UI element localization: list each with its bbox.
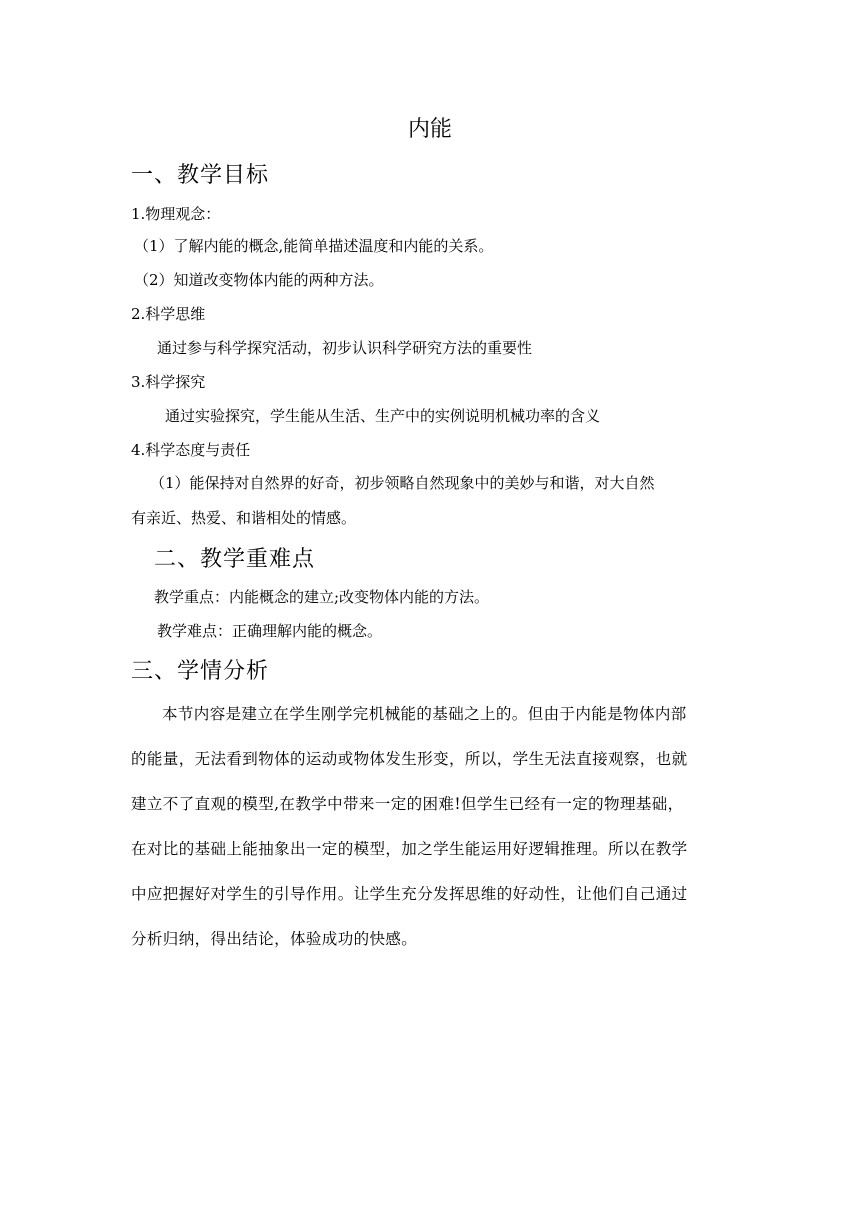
goal-1-b: （2）知道改变物体内能的两种方法。 [134,271,384,289]
goal-3-text: 通过实验探究，学生能从生活、生产中的实例说明机械功率的含义 [165,407,601,425]
document-title: 内能 [407,117,452,142]
goal-4-line-2: 有亲近、热爱、和谐相处的情感。 [131,509,357,527]
key-focus: 教学重点：内能概念的建立;改变物体内能的方法。 [154,588,490,606]
section-heading-goals: 一、教学目标 [131,163,270,188]
goal-3-label: 3.科学探究 [131,373,206,391]
analysis-line-2: 的能量，无法看到物体的运动或物体发生形变，所以，学生无法直接观察，也就 [131,750,688,768]
analysis-line-1: 本节内容是建立在学生刚学完机械能的基础之上的。但由于内能是物体内部 [162,705,687,723]
goal-2-text: 通过参与科学探究活动，初步认识科学研究方法的重要性 [157,339,533,357]
key-difficulty: 教学难点：正确理解内能的概念。 [157,622,383,640]
analysis-line-3: 建立不了直观的模型,在教学中带来一定的困难!但学生已经有一定的物理基础， [131,795,684,813]
goal-2-label: 2.科学思维 [131,305,206,323]
analysis-line-5: 中应把握好对学生的引导作用。让学生充分发挥思维的好动性，让他们自己通过 [131,885,688,903]
analysis-line-6: 分析归纳，得出结论，体验成功的快感。 [131,930,418,948]
goal-1-a: （1）了解内能的概念,能简单描述温度和内能的关系。 [134,237,494,255]
section-heading-analysis: 三、学情分析 [131,659,270,684]
goal-4-label: 4.科学态度与责任 [131,441,251,459]
section-heading-key-points: 二、教学重难点 [154,547,316,572]
analysis-line-4: 在对比的基础上能抽象出一定的模型，加之学生能运用好逻辑推理。所以在教学 [131,840,688,858]
goal-4-line-1: （1）能保持对自然界的好奇，初步领略自然现象中的美妙与和谐，对大自然 [150,474,655,492]
goal-1-label: 1.物理观念： [131,205,221,223]
